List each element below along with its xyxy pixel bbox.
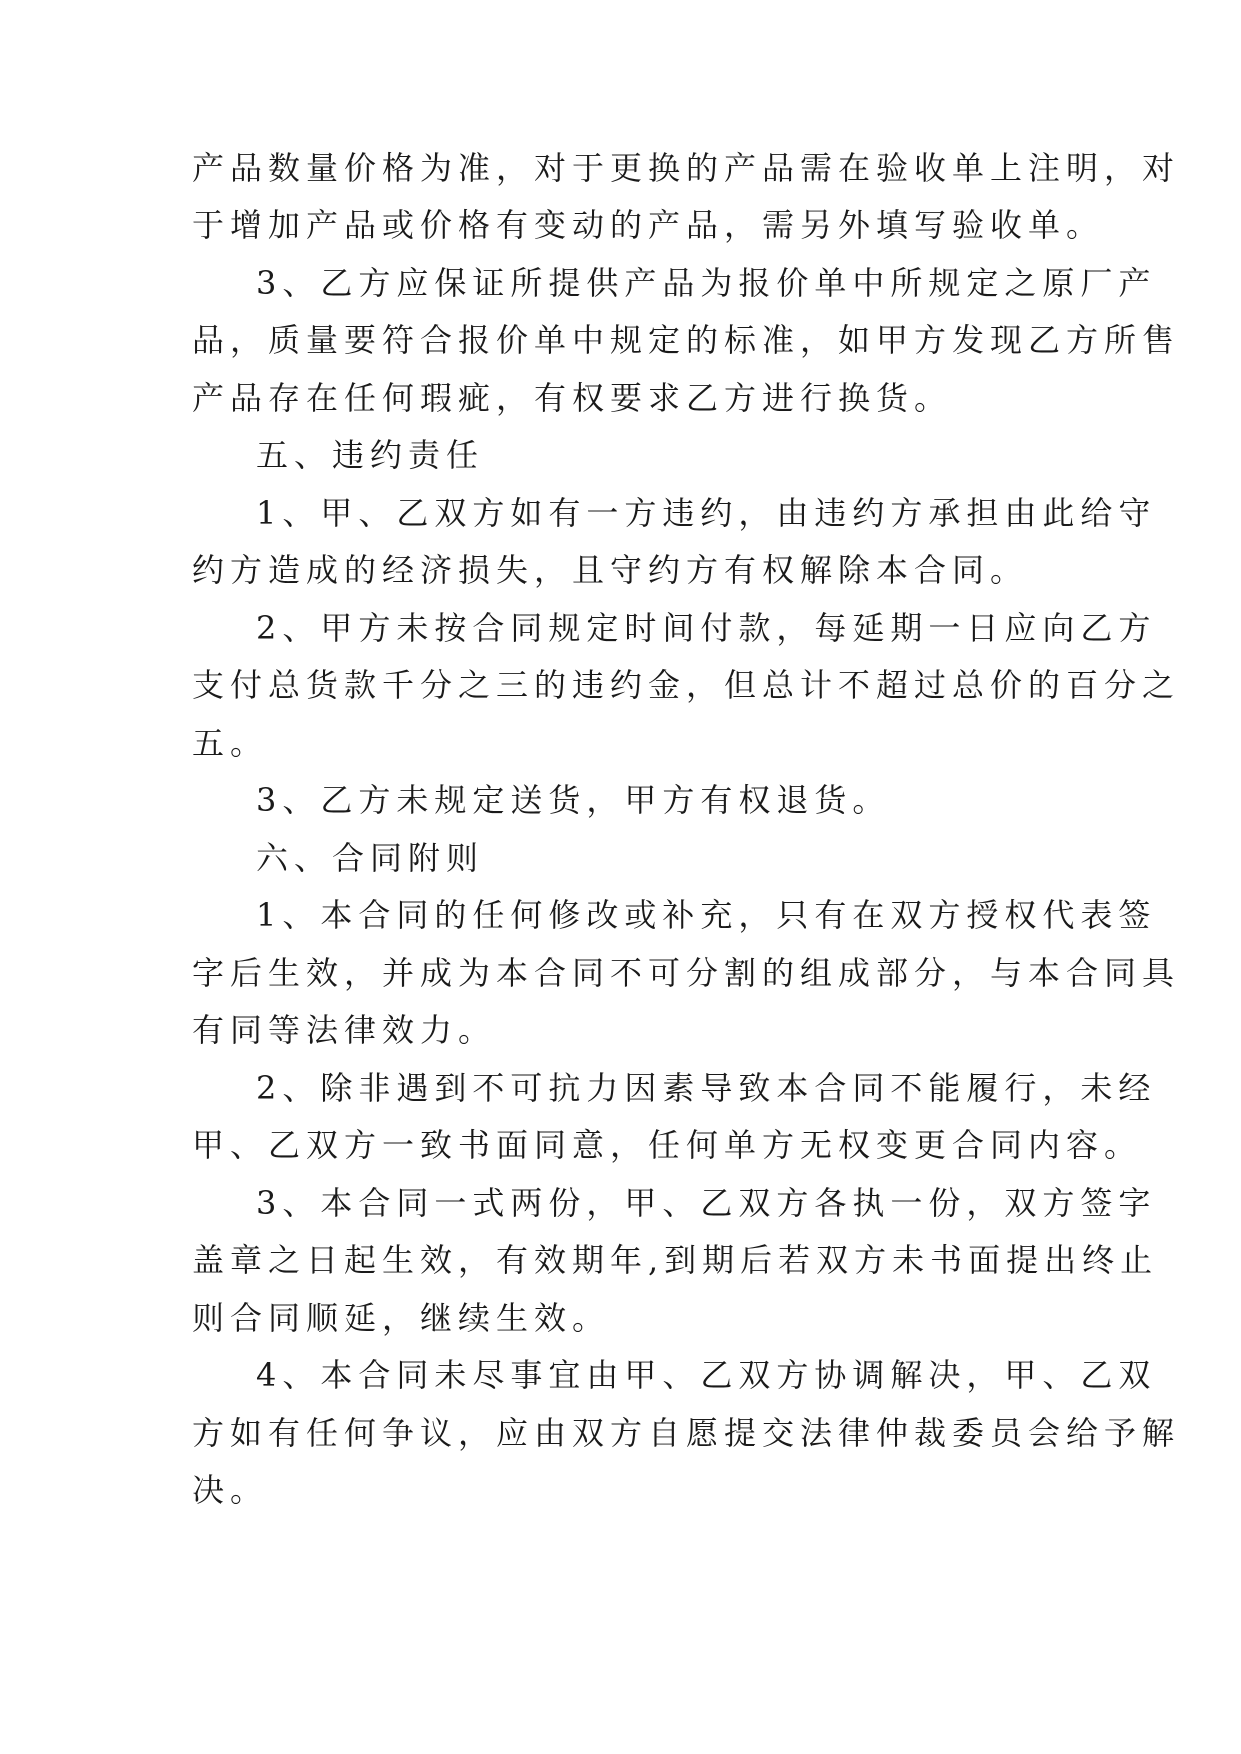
clause-4-3-line: 3、乙方应保证所提供产品为报价单中所规定之原厂产 [256, 264, 1157, 302]
paragraph-line: 产品存在任何瑕疵，有权要求乙方进行换货。 [192, 379, 953, 417]
paragraph-line: 五。 [192, 724, 269, 762]
paragraph-line: 产品数量价格为准，对于更换的产品需在验收单上注明，对 [192, 149, 1181, 187]
section-heading-breach: 五、违约责任 [256, 436, 485, 474]
paragraph-line: 决。 [192, 1471, 269, 1509]
clause-5-3-line: 3、乙方未规定送货，甲方有权退货。 [256, 781, 891, 819]
paragraph-line: 品，质量要符合报价单中规定的标准，如甲方发现乙方所售 [192, 321, 1181, 359]
paragraph-line: 字后生效，并成为本合同不可分割的组成部分，与本合同具 [192, 954, 1181, 992]
clause-6-1-line: 1、本合同的任何修改或补充，只有在双方授权代表签 [256, 896, 1157, 934]
clause-6-3-line: 3、本合同一式两份，甲、乙双方各执一份，双方签字 [256, 1184, 1157, 1222]
paragraph-line: 支付总货款千分之三的违约金，但总计不超过总价的百分之 [192, 666, 1181, 704]
section-heading-supplementary: 六、合同附则 [256, 839, 485, 877]
paragraph-line: 方如有任何争议，应由双方自愿提交法律仲裁委员会给予解 [192, 1414, 1181, 1452]
paragraph-line: 有同等法律效力。 [192, 1011, 497, 1049]
paragraph-line: 于增加产品或价格有变动的产品，需另外填写验收单。 [192, 206, 1105, 244]
clause-5-2-line: 2、甲方未按合同规定时间付款，每延期一日应向乙方 [256, 609, 1157, 647]
paragraph-line: 约方造成的经济损失，且守约方有权解除本合同。 [192, 551, 1029, 589]
clause-5-1-line: 1、甲、乙双方如有一方违约，由违约方承担由此给守 [256, 494, 1157, 532]
clause-6-2-line: 2、除非遇到不可抗力因素导致本合同不能履行，未经 [256, 1069, 1157, 1107]
clause-6-4-line: 4、本合同未尽事宜由甲、乙双方协调解决，甲、乙双 [256, 1356, 1157, 1394]
paragraph-line: 则合同顺延，继续生效。 [192, 1299, 611, 1337]
paragraph-line: 盖章之日起生效，有效期年,到期后若双方未书面提出终止 [192, 1241, 1159, 1279]
paragraph-line: 甲、乙双方一致书面同意，任何单方无权变更合同内容。 [192, 1126, 1143, 1164]
